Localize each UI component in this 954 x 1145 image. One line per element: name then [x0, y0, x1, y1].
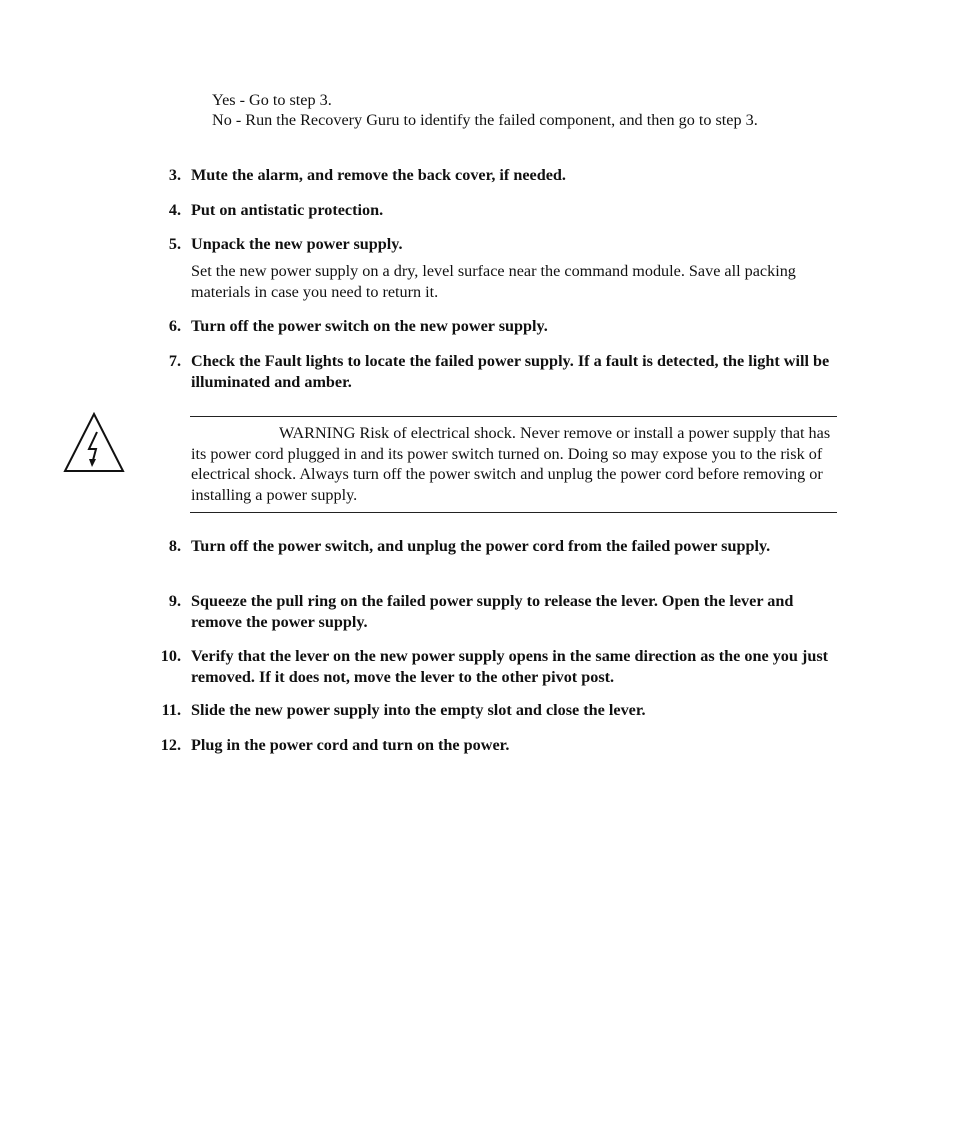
step-title: Turn off the power switch, and unplug the power cord from the failed power supply. — [191, 537, 771, 555]
electrical-shock-warning-icon — [63, 412, 125, 474]
answer-yes: Yes - Go to step 3. — [212, 91, 332, 109]
step-number: 7. — [168, 352, 181, 370]
step-title: Check the Fault lights to locate the failed power supply. If a fault is detected, the light will be illuminated and amber. — [191, 352, 830, 391]
step-title: Plug in the power cord and turn on the power. — [191, 736, 510, 754]
step-title: Verify that the lever on the new power supply opens in the same direction as the one you just removed. If it does not, move the lever to the other pivot post. — [191, 647, 829, 686]
step-number: 10. — [160, 647, 181, 665]
step-number: 9. — [168, 592, 181, 610]
answer-no: No - Run the Recovery Guru to identify the failed component, and then go to step 3. — [212, 111, 758, 129]
step-title: Put on antistatic protection. — [191, 201, 384, 219]
step-number: 11. — [161, 701, 181, 719]
step-number: 12. — [160, 736, 181, 754]
step-title: Unpack the new power supply. — [191, 235, 403, 253]
warning-text: WARNING Risk of electrical shock. Never remove or install a power supply that has its power cord plugged in and its power switch turned on. Doing so may expose you to the risk of electrical shock. Always turn off the power switch and unplug the power cord before removing or installing a power supply. — [191, 424, 831, 504]
warning-top-rule — [190, 416, 837, 417]
step-number: 3. — [168, 166, 181, 184]
step-title: Turn off the power switch on the new power supply. — [191, 317, 548, 335]
step-number: 5. — [168, 235, 181, 253]
step-body: Set the new power supply on a dry, level surface near the command module. Save all packing materials in case you need to return it. — [191, 262, 796, 301]
step-number: 6. — [168, 317, 181, 335]
step-number: 4. — [168, 201, 181, 219]
step-number: 8. — [168, 537, 181, 555]
step-title: Slide the new power supply into the empty slot and close the lever. — [191, 701, 646, 719]
step-title: Mute the alarm, and remove the back cover, if needed. — [191, 166, 566, 184]
warning-bottom-rule — [190, 512, 837, 513]
step-title: Squeeze the pull ring on the failed power supply to release the lever. Open the lever and remove the power supply. — [191, 592, 794, 631]
